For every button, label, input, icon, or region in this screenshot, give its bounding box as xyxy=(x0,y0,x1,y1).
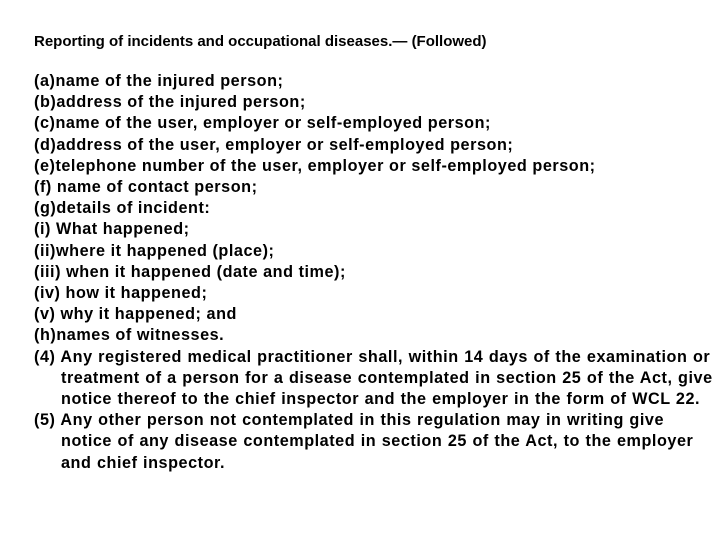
list-item-g xyxy=(34,198,714,219)
list-item-v xyxy=(34,304,714,325)
item-marker: (iv) xyxy=(34,284,66,303)
regulation-list xyxy=(34,71,714,474)
item-text: where it happened (place); xyxy=(55,241,275,260)
item-marker: (i) xyxy=(34,220,56,239)
item-marker: (g) xyxy=(34,199,57,218)
list-item-h xyxy=(34,325,714,346)
item-marker: (c) xyxy=(34,114,56,133)
item-text: details of incident: xyxy=(56,199,211,218)
item-text: What happened; xyxy=(55,220,190,239)
item-text: Any registered medical practitioner shall, within 14 days of the examination or treatment of a person for a disease contemplated in section 25 of the Act, give notice thereof to the chief inspector and the employer in the form of WCL 22. xyxy=(60,347,713,409)
item-marker: (5) xyxy=(34,411,61,430)
item-marker: (iii) xyxy=(34,262,67,281)
item-marker: (d) xyxy=(34,135,57,154)
document-title: Reporting of incidents and occupational diseases.— (Followed) xyxy=(34,33,487,50)
item-text: name of the user, employer or self-employed person; xyxy=(55,114,491,133)
list-item-f xyxy=(34,177,714,198)
item-text: names of witnesses. xyxy=(56,326,225,345)
item-marker: (v) xyxy=(34,305,61,324)
paragraph-4 xyxy=(34,347,714,411)
item-text: why it happened; and xyxy=(60,305,237,324)
item-text: name of contact person; xyxy=(56,178,258,197)
list-item-iv xyxy=(34,283,714,304)
list-item-i xyxy=(34,219,714,240)
item-marker: (ii) xyxy=(34,241,56,260)
item-text: when it happened (date and time); xyxy=(66,262,346,281)
list-item-iii xyxy=(34,262,714,283)
list-item-ii xyxy=(34,241,714,262)
item-marker: (b) xyxy=(34,93,57,112)
item-marker: (e) xyxy=(34,156,56,175)
item-text: address of the injured person; xyxy=(56,93,306,112)
item-marker: (f) xyxy=(34,178,57,197)
item-text: Any other person not contemplated in this regulation may in writing give notice of any disease contemplated in section 25 of the Act, to the employer and chief inspector. xyxy=(60,411,694,472)
paragraph-5 xyxy=(34,410,714,474)
item-marker: (h) xyxy=(34,326,57,345)
item-text: telephone number of the user, employer or self-employed person; xyxy=(55,156,596,175)
item-marker: (4) xyxy=(34,347,61,366)
list-item-c xyxy=(34,113,714,134)
item-marker: (a) xyxy=(34,72,56,90)
list-item-d xyxy=(34,135,714,156)
list-item-b xyxy=(34,92,714,113)
item-text: name of the injured person; xyxy=(55,72,284,90)
item-text: how it happened; xyxy=(65,284,208,303)
list-item-e xyxy=(34,156,714,177)
list-item-a xyxy=(34,71,714,92)
item-text: address of the user, employer or self-employed person; xyxy=(56,135,514,154)
